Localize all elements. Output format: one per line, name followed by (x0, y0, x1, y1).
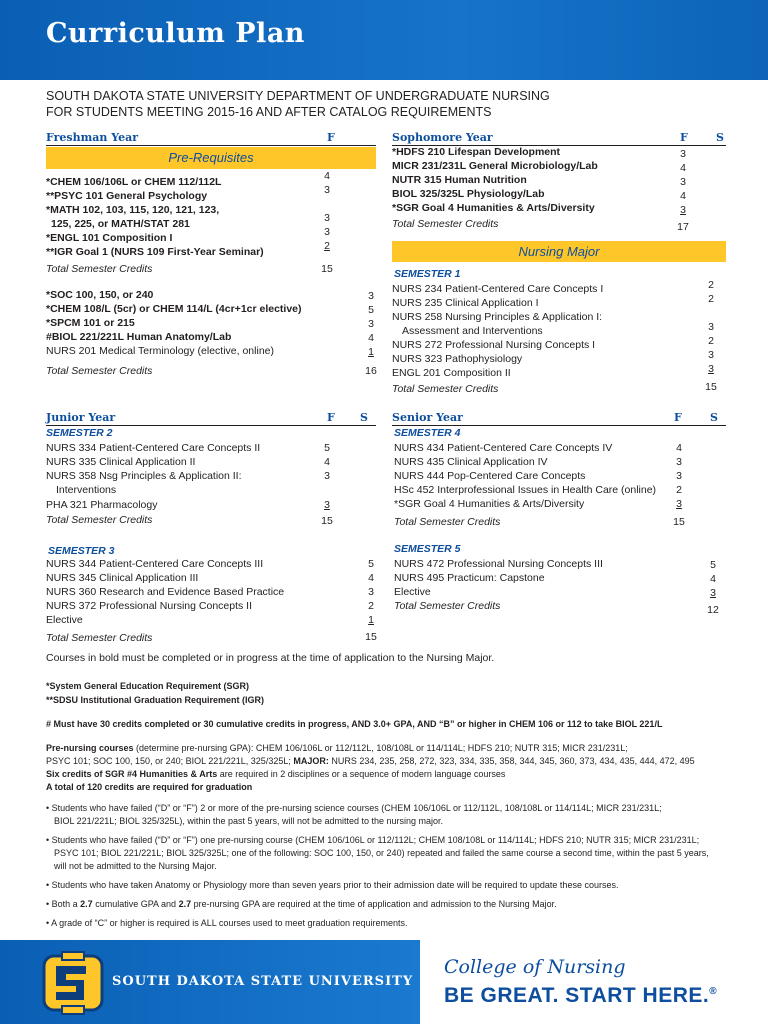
course-name: *ENGL 101 Composition I (46, 232, 173, 244)
course-credits: 3 (680, 148, 686, 160)
total-label: Total Semester Credits (392, 383, 499, 395)
course-credits: 4 (324, 456, 330, 468)
footer (0, 940, 768, 1024)
bullet-4 (46, 898, 709, 911)
course-credits: 3 (368, 586, 374, 598)
course-credits: 5 (324, 442, 330, 454)
senior-year-title: Senior Year (392, 411, 463, 424)
prerequisites-banner: Pre-Requisites (46, 147, 376, 169)
sophomore-col-s: S (716, 131, 724, 144)
freshman-year-title: Freshman Year (46, 131, 139, 144)
course-credits: 1 (368, 614, 374, 626)
course-credits: 3 (324, 212, 330, 224)
course-name: NURS 360 Research and Evidence Based Practice (46, 586, 285, 598)
course-credits: 3 (680, 204, 686, 216)
course-name: BIOL 325/325L Physiology/Lab (392, 188, 545, 200)
college-name: College of Nursing (444, 956, 626, 978)
prenursing-text: (determine pre-nursing GPA): CHEM 106/106L or 112/112L, 108/108L or 114/114L; HDFS 210; NUTR 315; MICR 231/231L; (133, 743, 628, 753)
course-name: NURS 472 Professional Nursing Concepts III (394, 558, 603, 570)
course-name: NURS 258 Nursing Principles & Application I: (392, 311, 603, 323)
course-name: Assessment and Interventions (402, 325, 543, 337)
prenursing-courses-note (46, 742, 695, 794)
bullet-2-line-3: will not be admitted to the Nursing Major. (54, 861, 217, 871)
biol-prereq-note: # Must have 30 credits completed or 30 cumulative credits in progress, AND 3.0+ GPA, AND “B” or higher in CHEM 106 or 112 to take BIOL 221/L (46, 719, 663, 729)
course-credits: 4 (680, 190, 686, 202)
university-name: SOUTH DAKOTA STATE UNIVERSITY (112, 974, 414, 989)
bullet-2-line-2: PSYC 101; BIOL 221/221L; BIOL 325/325L; one of the following: SOC 100, 150, or 240) repeated and failed the same course a second time, within the past 5 years, (54, 848, 709, 858)
total-credits: 16 (365, 365, 377, 377)
subheading-line-2: FOR STUDENTS MEETING 2015-16 AND AFTER CATALOG REQUIREMENTS (46, 105, 492, 119)
course-credits: 3 (676, 498, 682, 510)
total-credits: 15 (321, 263, 333, 275)
tagline (444, 984, 717, 1008)
igr-note: **SDSU Institutional Graduation Requirement (IGR) (46, 695, 265, 705)
course-name: MICR 231/231L General Microbiology/Lab (392, 160, 598, 172)
senior-col-f: F (674, 411, 682, 424)
prenursing-label: Pre-nursing courses (46, 743, 134, 753)
junior-year-title: Junior Year (46, 411, 116, 424)
course-name: Elective (46, 614, 83, 626)
course-credits: 4 (680, 162, 686, 174)
page-title: Curriculum Plan (46, 18, 305, 49)
course-credits: 2 (708, 335, 714, 347)
freshman-header-rule (46, 145, 376, 146)
bullet-4-part: • Both a (46, 899, 81, 909)
total-label: Total Semester Credits (394, 600, 501, 612)
total-label: Total Semester Credits (46, 365, 153, 377)
course-name: #BIOL 221/221L Human Anatomy/Lab (46, 331, 232, 343)
subheading (46, 88, 550, 120)
senior-col-s: S (710, 411, 718, 424)
course-credits: 3 (676, 456, 682, 468)
failure-rules-list (46, 802, 709, 930)
course-name: **PSYC 101 General Psychology (46, 190, 208, 202)
major-courses: NURS 234, 235, 258, 272, 323, 334, 335, 358, 344, 345, 360, 373, 434, 435, 444, 472, 495 (328, 756, 695, 766)
course-credits: 3 (710, 587, 716, 599)
course-name: *SPCM 101 or 215 (46, 317, 135, 329)
bullet-1-line-2: BIOL 221/221L; BIOL 325/325L), within the past 5 years, will not be admitted to the nursing major. (54, 816, 444, 826)
semester-3-label: SEMESTER 3 (48, 545, 115, 557)
bullet-2-line-1: • Students who have failed (“D” or “F”) one pre-nursing course (CHEM 106/106L or 112/112L; CHEM 108/108L or 114/114L; HDFS 210; NUTR 315; MICR 231/231L; (46, 835, 700, 845)
course-name: *SGR Goal 4 Humanities & Arts/Diversity (394, 498, 585, 510)
total-credits: 15 (321, 515, 333, 527)
footer-blue-panel (0, 940, 420, 1024)
course-name: NURS 272 Professional Nursing Concepts I (392, 339, 596, 351)
course-name: NUTR 315 Human Nutrition (392, 174, 527, 186)
course-credits: 3 (708, 321, 714, 333)
bullet-4-part: pre-nursing GPA are required at the time of application and admission to the Nursing Major. (191, 899, 557, 909)
junior-col-f: F (327, 411, 335, 424)
course-name: NURS 444 Pop-Centered Care Concepts (394, 470, 586, 482)
total-label: Total Semester Credits (46, 263, 153, 275)
total-credits: 12 (707, 604, 719, 616)
sdsu-jackrabbits-logo-icon (42, 950, 104, 1016)
header-banner (0, 0, 768, 80)
major-label: MAJOR: (293, 756, 329, 766)
course-name: NURS 201 Medical Terminology (elective, online) (46, 345, 274, 357)
course-credits: 2 (708, 293, 714, 305)
course-credits: 5 (710, 559, 716, 571)
course-credits: 3 (368, 318, 374, 330)
bold-courses-note: Courses in bold must be completed or in progress at the time of application to the Nursing Major. (46, 652, 495, 664)
course-credits: 3 (708, 363, 714, 375)
bullet-1-line-1: • Students who have failed (“D” or “F”) 2 or more of the pre-nursing science courses (CHEM 106/106L or 112/112L, 108/108L or 114/114L; MICR 231/231L; (46, 803, 662, 813)
course-name: NURS 358 Nsg Principles & Application II: (46, 470, 242, 482)
bullet-4-part: cumulative GPA and (92, 899, 179, 909)
total-120-note: A total of 120 credits are required for graduation (46, 782, 253, 792)
bullet-3: • Students who have taken Anatomy or Physiology more than seven years prior to their admission date will be required to update these courses. (46, 880, 619, 890)
freshman-col-f: F (327, 131, 335, 144)
prenursing-gpa-value: 2.7 (178, 899, 192, 909)
course-credits: 2 (708, 279, 714, 291)
course-credits: 3 (708, 349, 714, 361)
registered-mark: ® (709, 986, 718, 997)
course-credits: 5 (368, 558, 374, 570)
course-name: NURS 435 Clinical Application IV (394, 456, 548, 468)
course-name: 125, 225, or MATH/STAT 281 (51, 218, 190, 230)
course-name: NURS 334 Patient-Centered Care Concepts II (46, 442, 261, 454)
course-name: *CHEM 106/106L or CHEM 112/112L (46, 176, 222, 188)
tagline-text: BE GREAT. START HERE. (444, 984, 710, 1007)
course-name: NURS 495 Practicum: Capstone (394, 572, 545, 584)
total-label: Total Semester Credits (394, 516, 501, 528)
course-credits: 2 (324, 240, 330, 252)
course-name: *HDFS 210 Lifespan Development (392, 146, 561, 158)
course-credits: 2 (368, 600, 374, 612)
total-credits: 15 (673, 516, 685, 528)
course-name: *CHEM 108/L (5cr) or CHEM 114/L (4cr+1cr elective) (46, 303, 302, 315)
semester-2-label: SEMESTER 2 (46, 427, 113, 439)
total-label: Total Semester Credits (46, 632, 153, 644)
course-credits: 3 (324, 470, 330, 482)
course-name: NURS 323 Pathophysiology (392, 353, 523, 365)
course-name: NURS 344 Patient-Centered Care Concepts III (46, 558, 264, 570)
course-name: NURS 372 Professional Nursing Concepts II (46, 600, 253, 612)
bullet-5: • A grade of “C” or higher is required is ALL courses used to meet graduation requirements. (46, 918, 408, 928)
course-name: NURS 345 Clinical Application III (46, 572, 199, 584)
course-name: Interventions (56, 484, 117, 496)
sgr-note: *System General Education Requirement (SGR) (46, 681, 250, 691)
course-name: Elective (394, 586, 431, 598)
course-credits: 3 (324, 226, 330, 238)
course-credits: 1 (368, 346, 374, 358)
semester-1-label: SEMESTER 1 (394, 268, 461, 280)
course-name: **IGR Goal 1 (NURS 109 First-Year Seminar) (46, 246, 264, 258)
course-credits: 3 (676, 470, 682, 482)
senior-header-rule (392, 425, 726, 426)
course-name: NURS 235 Clinical Application I (392, 297, 539, 309)
six-credits-label: Six credits of SGR #4 Humanities & Arts (46, 769, 218, 779)
course-credits: 4 (368, 332, 374, 344)
six-credits-text: are required in 2 disciplines or a sequence of modern language courses (217, 769, 506, 779)
course-name: NURS 234 Patient-Centered Care Concepts I (392, 283, 604, 295)
course-name: PHA 321 Pharmacology (46, 499, 158, 511)
course-name: ENGL 201 Composition II (392, 367, 511, 379)
junior-header-rule (46, 425, 376, 426)
course-credits: 3 (324, 499, 330, 511)
total-credits: 15 (705, 381, 717, 393)
course-credits: 4 (710, 573, 716, 585)
course-credits: 4 (324, 170, 330, 182)
course-name: NURS 335 Clinical Application II (46, 456, 196, 468)
course-credits: 3 (368, 290, 374, 302)
course-credits: 4 (368, 572, 374, 584)
course-name: *SOC 100, 150, or 240 (46, 289, 154, 301)
sophomore-col-f: F (680, 131, 688, 144)
sophomore-year-title: Sophomore Year (392, 131, 493, 144)
semester-5-label: SEMESTER 5 (394, 543, 461, 555)
total-label: Total Semester Credits (46, 514, 153, 526)
total-credits: 17 (677, 221, 689, 233)
course-credits: 3 (680, 176, 686, 188)
course-credits: 5 (368, 304, 374, 316)
course-credits: 4 (676, 442, 682, 454)
course-name: *SGR Goal 4 Humanities & Arts/Diversity (392, 202, 595, 214)
course-credits: 3 (324, 184, 330, 196)
semester-4-label: SEMESTER 4 (394, 427, 461, 439)
prenursing-line-2: PSYC 101; SOC 100, 150, or 240; BIOL 221/221L, 325/325L; (46, 756, 294, 766)
course-name: HSc 452 Interprofessional Issues in Health Care (online) (394, 484, 657, 496)
cumulative-gpa-value: 2.7 (80, 899, 93, 909)
course-credits: 2 (676, 484, 682, 496)
junior-col-s: S (360, 411, 368, 424)
course-name: *MATH 102, 103, 115, 120, 121, 123, (46, 204, 220, 216)
nursing-major-banner: Nursing Major (392, 241, 726, 262)
total-label: Total Semester Credits (392, 218, 499, 230)
course-name: NURS 434 Patient-Centered Care Concepts IV (394, 442, 613, 454)
total-credits: 15 (365, 631, 377, 643)
subheading-line-1: SOUTH DAKOTA STATE UNIVERSITY DEPARTMENT OF UNDERGRADUATE NURSING (46, 89, 550, 103)
